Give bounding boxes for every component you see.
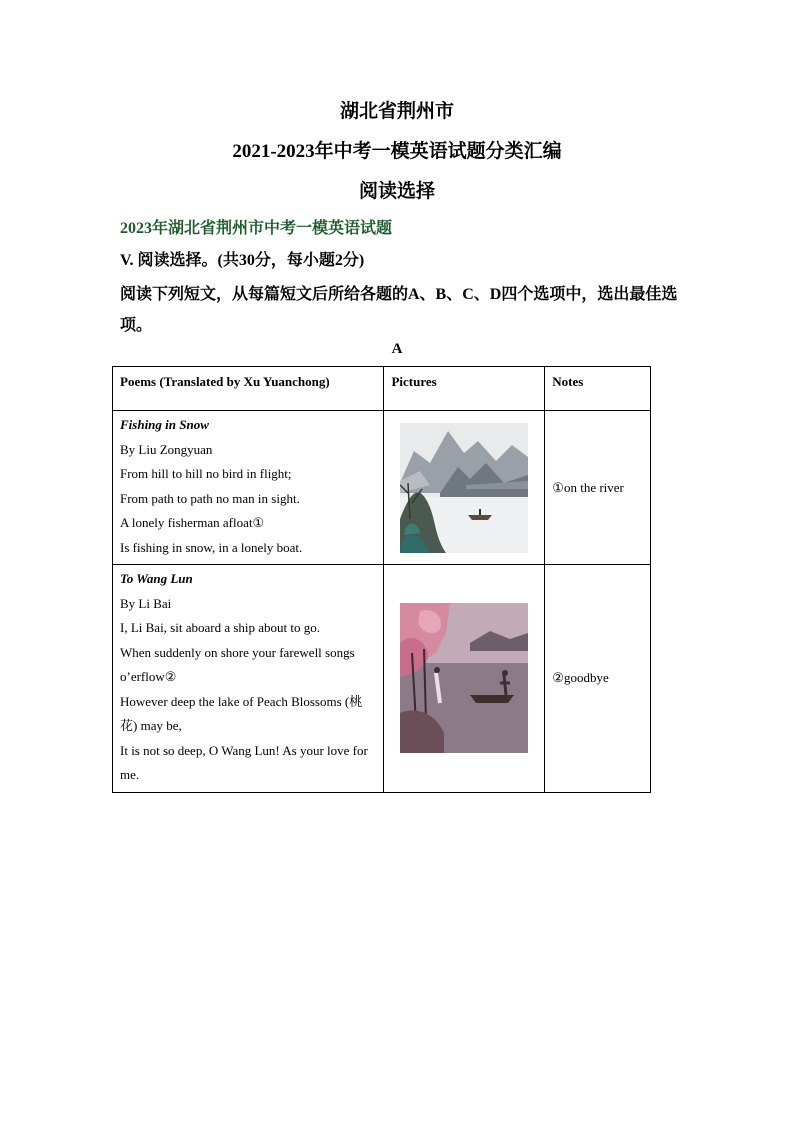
poem-title: Fishing in Snow: [120, 417, 209, 432]
poem-title: To Wang Lun: [120, 571, 193, 586]
poem-line: When suddenly on shore your farewell songs o’erflow②: [120, 644, 355, 684]
poem-line: From hill to hill no bird in flight;: [120, 466, 292, 481]
poem-line: By Liu Zongyuan: [120, 441, 213, 457]
picture-cell: [384, 565, 545, 793]
header-pictures: Pictures: [384, 367, 545, 411]
poem-line: By Li Bai: [120, 595, 172, 611]
poem-cell: [113, 565, 384, 793]
poem-line: However deep the lake of Peach Blossoms (桃花) may be,: [120, 693, 363, 733]
document-title-line-3: 阅读选择: [358, 181, 435, 202]
poem-line: From path to path no man in sight.: [120, 490, 300, 506]
table-row: [113, 565, 651, 793]
instructions: 阅读下列短文，从每篇短文后所给各题的A、B、C、D四个选项中，选出最佳选项。: [120, 286, 678, 334]
question-heading: V. 阅读选择。(共30分，每小题2分): [120, 252, 365, 269]
poems-table: [112, 366, 651, 793]
passage-label: A: [391, 341, 403, 357]
table-header-row: [113, 367, 651, 411]
document-title-line-2: 2021-2023年中考一模英语试题分类汇编: [232, 141, 562, 162]
table-row: [113, 411, 651, 565]
poem-line: A lonely fisherman afloat①: [120, 515, 265, 530]
poem-line: Is fishing in snow, in a lonely boat.: [120, 539, 303, 555]
picture-cell: [384, 411, 545, 565]
section-title: 2023年湖北省荆州市中考一模英语试题: [120, 220, 393, 237]
peach-blossom-lake-painting: [400, 603, 528, 753]
note-cell: ①on the river: [545, 411, 651, 565]
poem-cell: [113, 411, 384, 565]
poem-line: It is not so deep, O Wang Lun! As your love for me.: [120, 742, 368, 782]
header-poems: Poems (Translated by Xu Yuanchong): [113, 367, 384, 411]
header-notes: Notes: [545, 367, 651, 411]
snow-landscape-painting: [400, 423, 528, 553]
poem-line: I, Li Bai, sit aboard a ship about to go.: [120, 620, 321, 635]
note-cell: ②goodbye: [545, 565, 651, 793]
document-title-line-1: 湖北省荆州市: [339, 101, 454, 122]
